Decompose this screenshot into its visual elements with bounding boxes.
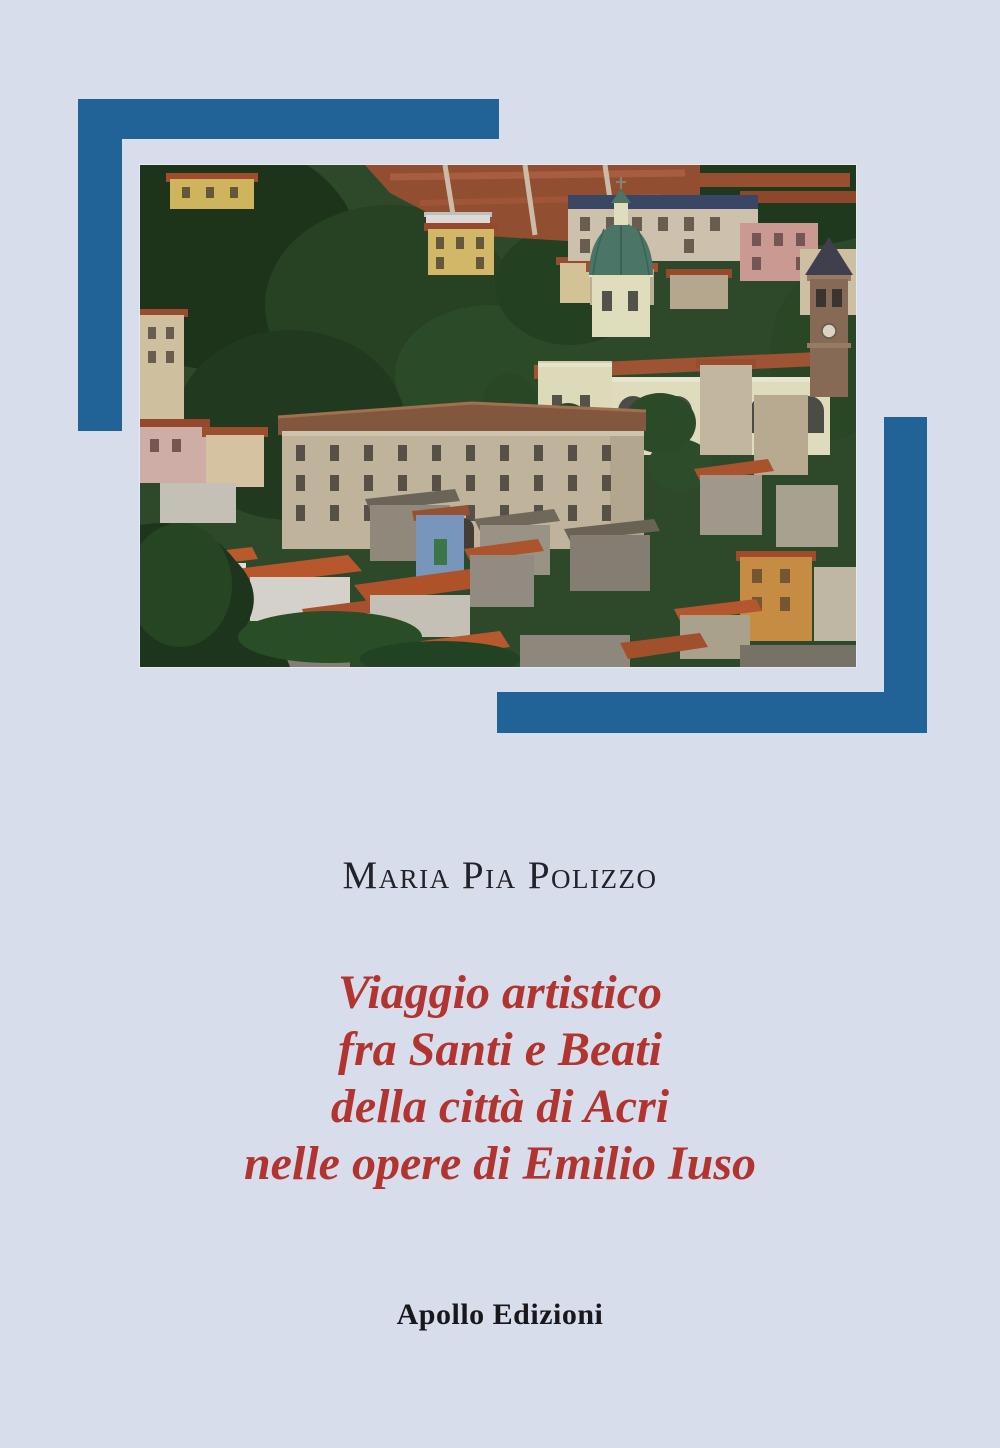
frame-accent-right-bar xyxy=(884,417,927,733)
frame-accent-bottom-bar xyxy=(497,692,927,733)
frame-accent-top-bar xyxy=(78,99,499,139)
cover-photo xyxy=(140,165,856,667)
town-panorama-illustration xyxy=(140,165,856,667)
frame-accent-left-bar xyxy=(78,99,122,431)
author-name: Maria Pia Polizzo xyxy=(342,854,658,897)
title-line-1: Viaggio artistico xyxy=(337,966,663,1019)
publisher-name: Apollo Edizioni xyxy=(396,1298,604,1331)
title-line-4: nelle opere di Emilio Iuso xyxy=(243,1137,756,1190)
title-line-2: fra Santi e Beati xyxy=(337,1023,663,1076)
book-title xyxy=(0,964,1000,1192)
title-line-3: della città di Acri xyxy=(330,1080,670,1133)
